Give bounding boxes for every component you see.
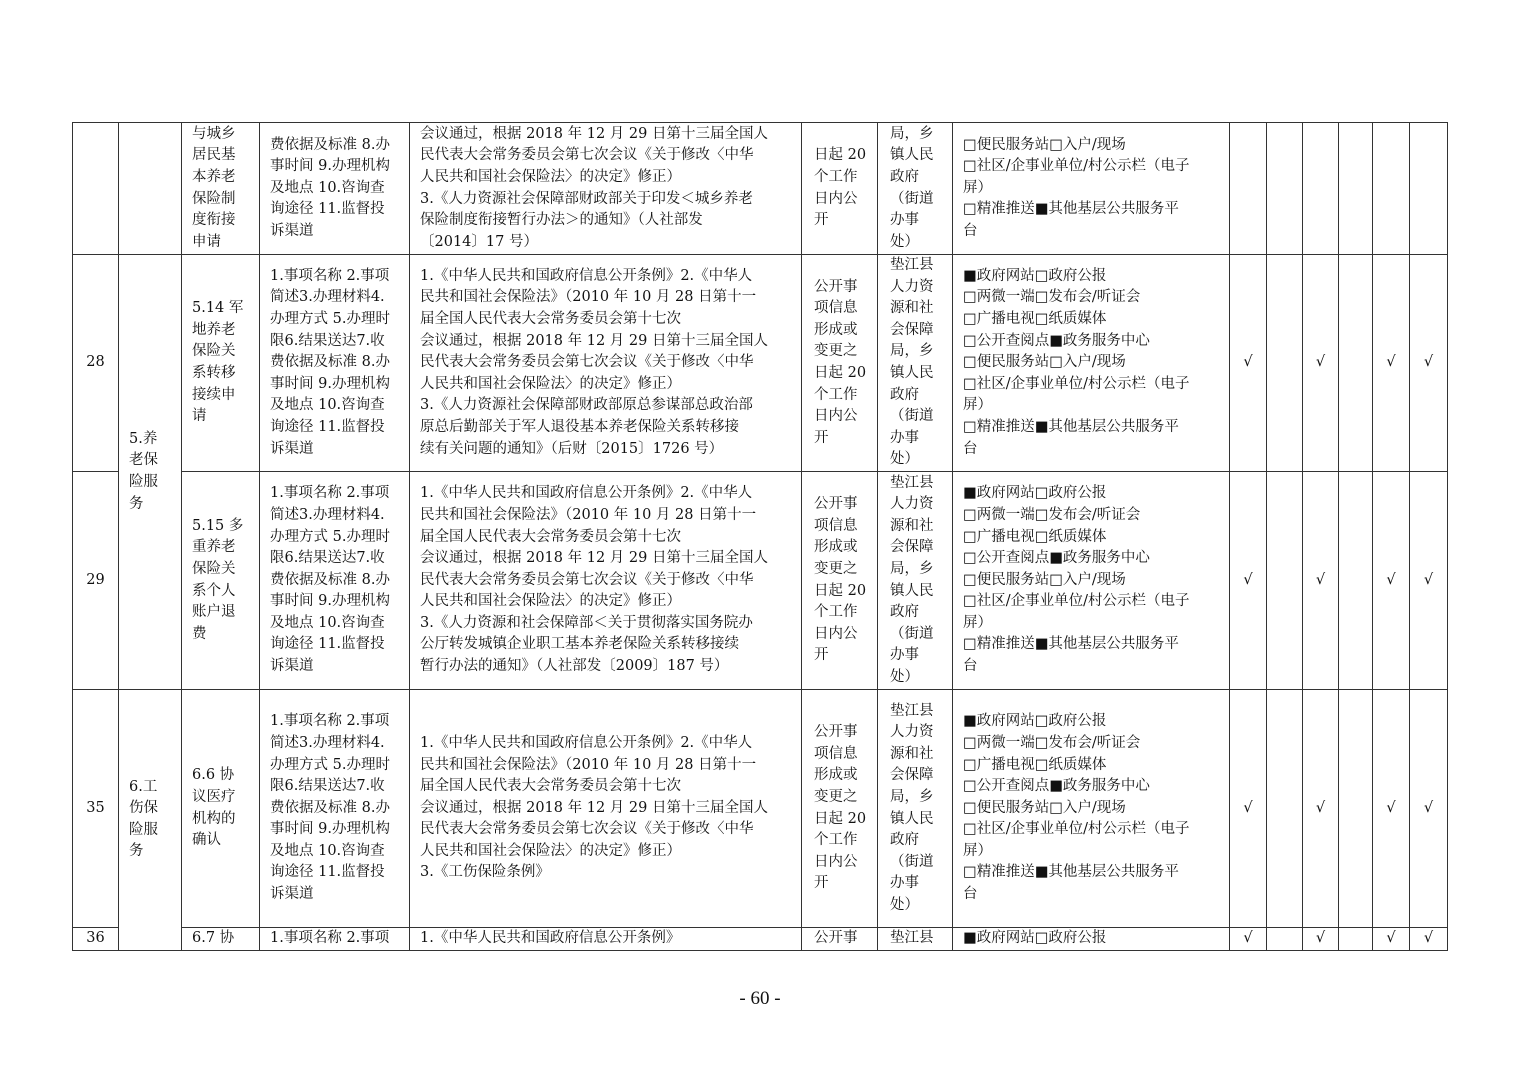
mark-cell [1230,123,1267,255]
mark-cell [1267,472,1303,690]
mark-cell [1339,472,1373,690]
disclosure-time: 日起 20 个工作 日内公 开 [802,123,878,255]
mark-cell [1373,123,1410,255]
row-number: 29 [73,472,119,690]
mark-cell [1267,255,1303,472]
mark-cell: √ [1410,255,1448,472]
mark-cell: √ [1410,928,1448,951]
mark-cell: √ [1373,472,1410,690]
disclosure-basis: 1.《中华人民共和国政府信息公开条例》2.《中华人 民共和国社会保险法》（2010 年 10 月 28 日第十一 届全国人民代表大会常务委员会第十七次 会议通过，根据 2018 年 12 月 29 日第十三届全国人 民代表大会常务委员会第七次会议《关于修改〈中华 人民共和国社会保险法〉的决定》修正） 3.《人力资源和社会保障部＜关于贯彻落实国务院办 公厅转发城镇企业职工基本养老保险关系转移接续 暂行办法的通知》（人社部发〔2009〕187 号） [410,472,802,690]
disclosure-basis: 会议通过，根据 2018 年 12 月 29 日第十三届全国人 民代表大会常务委员会第七次会议《关于修改〈中华 人民共和国社会保险法〉的决定》修正） 3.《人力资源社会保障部财政部关于印发＜城乡养老 保险制度衔接暂行办法＞的通知》（人社部发 〔2014〕17 号） [410,123,802,255]
category-cell [119,123,182,255]
row-number: 28 [73,255,119,472]
item-name: 5.15 多 重养老 保险关 系个人 账户退 费 [182,472,260,690]
table-row [73,928,1448,951]
mark-cell: √ [1410,472,1448,690]
disclosure-basis: 1.《中华人民共和国政府信息公开条例》2.《中华人 民共和国社会保险法》（2010 年 10 月 28 日第十一 届全国人民代表大会常务委员会第十七次 会议通过，根据 2018 年 12 月 29 日第十三届全国人 民代表大会常务委员会第七次会议《关于修改〈中华 人民共和国社会保险法〉的决定》修正） 3.《工伤保险条例》 [410,690,802,928]
mark-cell: √ [1410,690,1448,928]
mark-cell: √ [1303,255,1339,472]
disclosure-subject: 垫江县 人力资 源和社 会保障 局，乡 镇人民 政府 （街道 办事 处） [878,690,953,928]
disclosure-time: 公开事 项信息 形成或 变更之 日起 20 个工作 日内公 开 [802,472,878,690]
mark-cell: √ [1373,928,1410,951]
mark-cell: √ [1230,255,1267,472]
disclosure-channel: ■政府网站□政府公报 □两微一端□发布会/听证会 □广播电视□纸质媒体 □公开查阅点■政务服务中心 □便民服务站□入户/现场 □社区/企事业单位/村公示栏（电子 屏） □精准推送■其他基层公共服务平 台 [953,472,1230,690]
disclosure-channel: ■政府网站□政府公报 □两微一端□发布会/听证会 □广播电视□纸质媒体 □公开查阅点■政务服务中心 □便民服务站□入户/现场 □社区/企事业单位/村公示栏（电子 屏） □精准推送■其他基层公共服务平 台 [953,690,1230,928]
mark-cell: √ [1230,928,1267,951]
mark-cell: √ [1373,255,1410,472]
disclosure-content: 1.事项名称 2.事项 简述3.办理材料4. 办理方式 5.办理时 限6.结果送达7.收 费依据及标准 8.办 事时间 9.办理机构 及地点 10.咨询查 询途径 11.监督投 诉渠道 [260,255,410,472]
disclosure-content: 费依据及标准 8.办 事时间 9.办理机构 及地点 10.咨询查 询途径 11.监督投 诉渠道 [260,123,410,255]
table-row [73,255,1448,472]
mark-cell [1303,123,1339,255]
mark-cell: √ [1303,690,1339,928]
row-number [73,123,119,255]
disclosure-content: 1.事项名称 2.事项 简述3.办理材料4. 办理方式 5.办理时 限6.结果送达7.收 费依据及标准 8.办 事时间 9.办理机构 及地点 10.咨询查 询途径 11.监督投 诉渠道 [260,690,410,928]
table-row [73,472,1448,690]
disclosure-time: 公开事 项信息 形成或 变更之 日起 20 个工作 日内公 开 [802,255,878,472]
category-cell: 6.工 伤保 险服 务 [119,690,182,951]
mark-cell: √ [1230,472,1267,690]
page-number: - 60 - [739,988,781,1009]
disclosure-channel: ■政府网站□政府公报 □两微一端□发布会/听证会 □广播电视□纸质媒体 □公开查阅点■政务服务中心 □便民服务站□入户/现场 □社区/企事业单位/村公示栏（电子 屏） □精准推送■其他基层公共服务平 台 [953,255,1230,472]
mark-cell: √ [1303,472,1339,690]
row-number: 36 [73,928,119,951]
item-name: 6.6 协 议医疗 机构的 确认 [182,690,260,928]
disclosure-basis: 1.《中华人民共和国政府信息公开条例》 [410,928,802,951]
disclosure-content: 1.事项名称 2.事项 简述3.办理材料4. 办理方式 5.办理时 限6.结果送达7.收 费依据及标准 8.办 事时间 9.办理机构 及地点 10.咨询查 询途径 11.监督投 诉渠道 [260,472,410,690]
mark-cell: √ [1230,690,1267,928]
item-name: 5.14 军 地养老 保险关 系转移 接续申 请 [182,255,260,472]
disclosure-time: 公开事 项信息 形成或 变更之 日起 20 个工作 日内公 开 [802,690,878,928]
table-row [73,690,1448,928]
mark-cell [1267,928,1303,951]
mark-cell: √ [1373,690,1410,928]
mark-cell [1339,690,1373,928]
mark-cell [1267,123,1303,255]
mark-cell [1339,123,1373,255]
disclosure-subject: 垫江县 人力资 源和社 会保障 局，乡 镇人民 政府 （街道 办事 处） [878,255,953,472]
mark-cell [1267,690,1303,928]
item-name: 6.7 协 [182,928,260,951]
disclosure-subject: 局，乡 镇人民 政府 （街道 办事 处） [878,123,953,255]
disclosure-subject: 垫江县 [878,928,953,951]
disclosure-subject: 垫江县 人力资 源和社 会保障 局，乡 镇人民 政府 （街道 办事 处） [878,472,953,690]
mark-cell [1339,255,1373,472]
table-row [73,123,1448,255]
mark-cell: √ [1303,928,1339,951]
mark-cell [1410,123,1448,255]
mark-cell [1339,928,1373,951]
disclosure-table [72,122,1448,951]
disclosure-channel: □便民服务站□入户/现场 □社区/企事业单位/村公示栏（电子 屏） □精准推送■其他基层公共服务平 台 [953,123,1230,255]
disclosure-time: 公开事 [802,928,878,951]
disclosure-content: 1.事项名称 2.事项 [260,928,410,951]
item-name: 与城乡 居民基 本养老 保险制 度衔接 申请 [182,123,260,255]
row-number: 35 [73,690,119,928]
category-cell: 5.养 老保 险服 务 [119,255,182,690]
disclosure-channel: ■政府网站□政府公报 [953,928,1230,951]
disclosure-basis: 1.《中华人民共和国政府信息公开条例》2.《中华人 民共和国社会保险法》（2010 年 10 月 28 日第十一 届全国人民代表大会常务委员会第十七次 会议通过，根据 2018 年 12 月 29 日第十三届全国人 民代表大会常务委员会第七次会议《关于修改〈中华 人民共和国社会保险法〉的决定》修正） 3.《人力资源社会保障部财政部原总参谋部总政治部 原总后勤部关于军人退役基本养老保险关系转移接 续有关问题的通知》（后财〔2015〕1726 号） [410,255,802,472]
